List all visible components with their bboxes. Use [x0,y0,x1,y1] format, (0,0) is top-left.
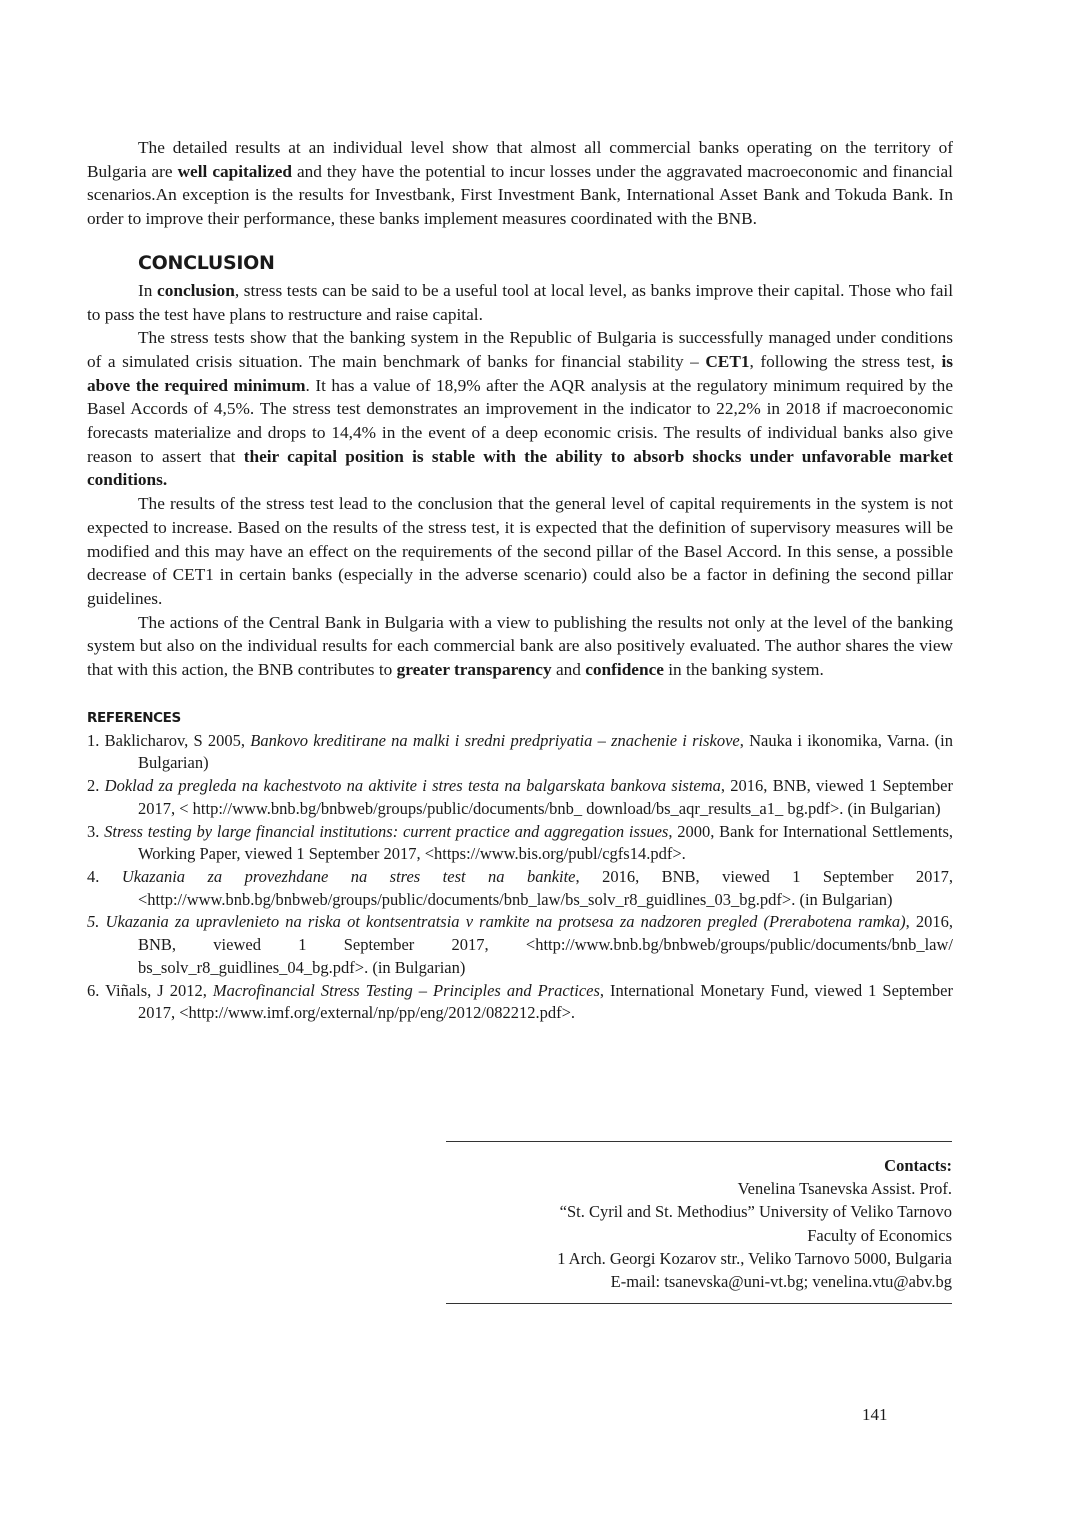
author-name: Venelina Tsanevska Assist. Prof. [737,1179,952,1199]
reference-item: 2. Doklad za pregleda na kachestvoto na aktivite i stres testa na balgarskata bankova sistema, 2016, BNB, viewed 1 September 2017, < http://www.bnb.bg/bnbweb/groups/public/documents/bnb_ download/bs_aqr_results_a1_ bg.pdf>. (in Bulgarian) [87,776,954,818]
contacts-block [446,1141,952,1304]
conclusion-heading: CONCLUSION [138,251,275,274]
author-university: “St. Cyril and St. Methodius” University of Veliko Tarnovo [559,1202,952,1222]
intro-paragraph: The detailed results at an individual level show that almost all commercial banks operating on the territory of Bulgaria are well capitalized and they have the potential to incur losses under the aggravated macroeconomic and financial scenarios.An exception is the results for Investbank, First Investment Bank, International Asset Bank and Tokuda Bank. In order to improve their performance, these banks implement measures coordinated with the BNB. [87,138,953,229]
page-number: 141 [862,1405,888,1424]
references-list [87,730,953,1025]
conclusion-paragraph-2: The stress tests show that the banking system in the Republic of Bulgaria is successfully managed under conditions of a simulated crisis situation. The main benchmark of banks for financial stability – CET1, following the stress test, is above the required minimum. It has a value of 18,9% after the AQR analysis at the regulatory minimum required by the Basel Accords of 4,5%. The stress test demonstrates an improvement in the indicator to 22,2% in 2018 if macroeconomic forecasts materialize and drops to 14,4% in the event of a deep economic crisis. The results of individual banks also give reason to assert that their capital position is stable with the ability to absorb shocks under unfavorable market conditions. [87,328,953,490]
reference-item: 1. Baklicharov, S 2005, Bankovo kreditirane na malki i sredni predpriyatia – znachenie i riskove, Nauka i ikonomika, Varna. (in Bulgarian) [87,730,954,773]
conclusion-paragraph-4: The actions of the Central Bank in Bulgaria with a view to publishing the results not only at the level of the banking system but also on the individual results for each commercial bank are also positively evaluated. The author shares the view that with this action, the BNB contributes to greater transparency and confidence in the banking system. [87,612,953,680]
reference-item: 6. Viñals, J 2012, Macrofinancial Stress Testing – Principles and Practices, International Monetary Fund, viewed 1 September 2017, <http://www.imf.org/external/np/pp/eng/2012/082212.pdf>. [87,980,953,1023]
author-address: 1 Arch. Georgi Kozarov str., Veliko Tarnovo 5000, Bulgaria [557,1248,952,1268]
reference-item: 4. Ukazania za provezhdane na stres test na bankite, 2016, BNB, viewed 1 September 2017, <http://www.bnb.bg/bnbweb/groups/public/documents/bnb_law/bs_solv_r8_guidlines_03_bg.pdf>. (in Bulgarian) [87,866,954,909]
reference-item: 3. Stress testing by large financial institutions: current practice and aggregation issues, 2000, Bank for International Settlements, Working Paper, viewed 1 September 2017, <https://www.bis.org/publ/cgfs14.pdf>. [87,821,954,864]
conclusion-paragraph-1: In conclusion, stress tests can be said to be a useful tool at local level, as banks improve their capital. Those who fail to pass the test have plans to restructure and raise capital. [87,280,954,324]
references-heading: REFERENCES [87,709,181,726]
page-body [87,136,953,1025]
conclusion-paragraph-3: The results of the stress test lead to the conclusion that the general level of capital requirements in the system is not expected to increase. Based on the results of the stress test, it is expected that the definition of supervisory measures will be modified and this may have an effect on the requirements of the second pillar of the Basel Accord. In this sense, a possible decrease of CET1 in certain banks (especially in the adverse scenario) could also be a factor in defining the second pillar guidelines. [87,494,953,608]
reference-item: 5. Ukazania za upravlenieto na riska ot kontsentratsia v ramkite na protsesa za nadzoren pregled (Prerabotena ramka), 2016, BNB, viewed 1 September 2017, <http://www.bnb.bg/bnbweb/groups/public/documents/bnb_law/ bs_solv_r8_guidlines_04_bg.pdf>. (in Bulgarian) [87,912,954,977]
author-faculty: Faculty of Economics [807,1225,952,1245]
author-email: E-mail: tsanevska@uni-vt.bg; venelina.vtu@abv.bg [610,1272,952,1292]
contacts-label: Contacts: [884,1156,952,1175]
